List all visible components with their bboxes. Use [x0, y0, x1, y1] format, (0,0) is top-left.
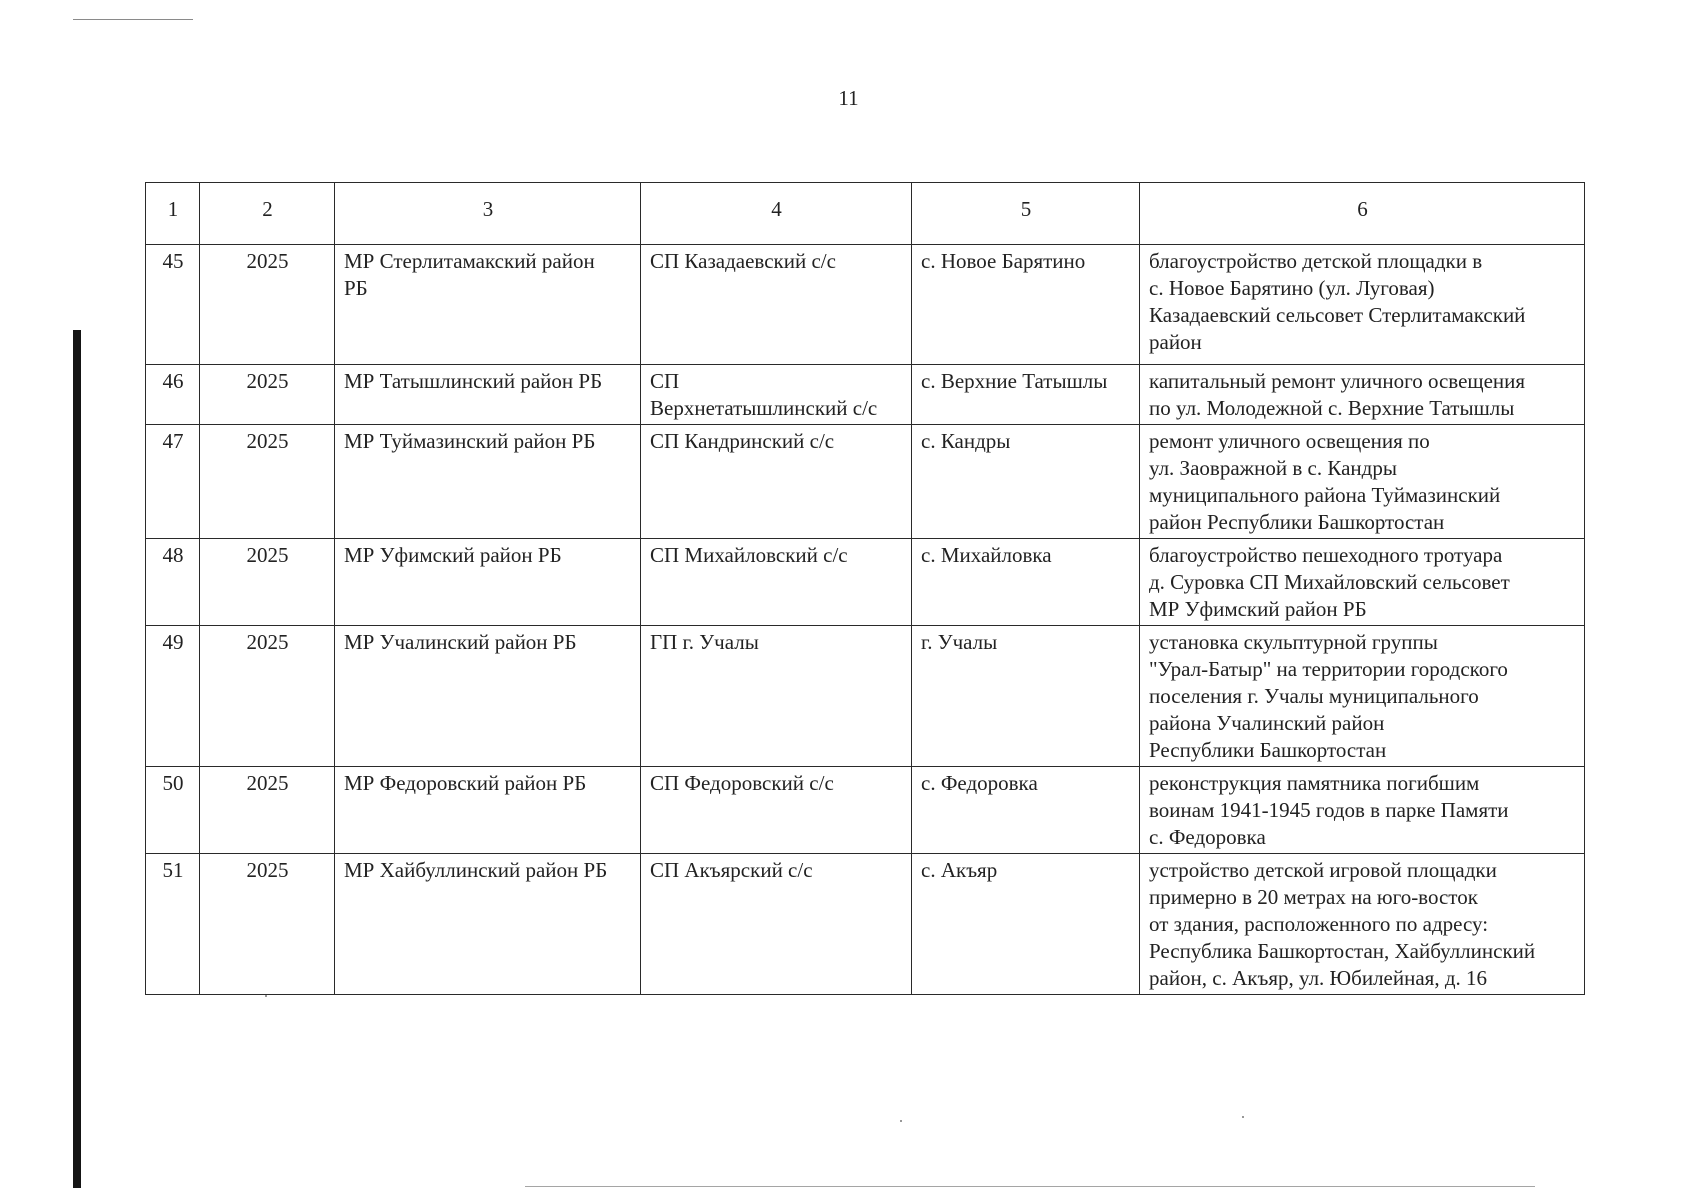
description-cell: [1140, 854, 1585, 995]
description-line: от здания, расположенного по адресу:: [1149, 912, 1489, 936]
row-number: 51: [146, 854, 200, 995]
description-line: воинам 1941-1945 годов в парке Памяти: [1149, 798, 1509, 822]
description-cell: [1140, 539, 1585, 626]
description-line: реконструкция памятника погибшим: [1149, 771, 1480, 795]
settlement-cell: [641, 539, 912, 626]
row-year: 2025: [200, 365, 335, 425]
settlement-cell: [641, 854, 912, 995]
description-line: ул. Заовражной в с. Кандры: [1149, 456, 1397, 480]
description-cell: [1140, 245, 1585, 365]
locality-cell: с. Новое Барятино: [912, 245, 1140, 365]
settlement-cell: [641, 767, 912, 854]
row-number: 45: [146, 245, 200, 365]
table-row: [146, 365, 1585, 425]
column-header: 1: [146, 183, 200, 245]
district-cell: [335, 425, 641, 539]
district-cell: [335, 854, 641, 995]
row-year: 2025: [200, 626, 335, 767]
scan-artifact-top-line: [73, 19, 193, 20]
district-cell: [335, 539, 641, 626]
row-number: 49: [146, 626, 200, 767]
district-line: РБ: [344, 276, 368, 300]
locality-cell: с. Кандры: [912, 425, 1140, 539]
settlement-line: СП Михайловский с/с: [650, 543, 848, 567]
locality-cell: г. Учалы: [912, 626, 1140, 767]
district-line: МР Уфимский район РБ: [344, 543, 562, 567]
description-cell: [1140, 767, 1585, 854]
row-year: 2025: [200, 854, 335, 995]
settlement-cell: [641, 365, 912, 425]
table-header-row: [146, 183, 1585, 245]
description-line: установка скульптурной группы: [1149, 630, 1438, 654]
settlement-cell: [641, 245, 912, 365]
district-cell: [335, 245, 641, 365]
district-cell: [335, 626, 641, 767]
description-line: поселения г. Учалы муниципального: [1149, 684, 1479, 708]
scan-speck: [900, 1120, 902, 1122]
description-line: благоустройство пешеходного тротуара: [1149, 543, 1503, 567]
description-line: ремонт уличного освещения по: [1149, 429, 1430, 453]
description-line: примерно в 20 метрах на юго-восток: [1149, 885, 1478, 909]
settlement-cell: [641, 626, 912, 767]
description-line: благоустройство детской площадки в: [1149, 249, 1483, 273]
district-line: МР Татышлинский район РБ: [344, 369, 603, 393]
row-year: 2025: [200, 425, 335, 539]
row-number: 47: [146, 425, 200, 539]
settlement-cell: [641, 425, 912, 539]
table-row: [146, 626, 1585, 767]
row-number: 46: [146, 365, 200, 425]
column-header: 3: [335, 183, 641, 245]
row-year: 2025: [200, 767, 335, 854]
table-row: [146, 539, 1585, 626]
table-row: [146, 245, 1585, 365]
description-cell: [1140, 626, 1585, 767]
description-line: район, с. Акъяр, ул. Юбилейная, д. 16: [1149, 966, 1488, 990]
column-header: 2: [200, 183, 335, 245]
settlement-line: СП: [650, 369, 680, 393]
description-cell: [1140, 425, 1585, 539]
description-cell: [1140, 365, 1585, 425]
settlement-line: ГП г. Учалы: [650, 630, 759, 654]
page-number: 11: [838, 86, 859, 110]
district-line: МР Туймазинский район РБ: [344, 429, 596, 453]
row-number: 50: [146, 767, 200, 854]
settlement-line: Верхнетатышлинский с/с: [650, 396, 878, 420]
settlement-line: СП Федоровский с/с: [650, 771, 834, 795]
description-line: устройство детской игровой площадки: [1149, 858, 1497, 882]
settlement-line: СП Казадаевский с/с: [650, 249, 836, 273]
description-line: по ул. Молодежной с. Верхние Татышлы: [1149, 396, 1515, 420]
column-header: 6: [1140, 183, 1585, 245]
row-year: 2025: [200, 245, 335, 365]
description-line: Республика Башкортостан, Хайбуллинский: [1149, 939, 1536, 963]
settlement-line: СП Кандринский с/с: [650, 429, 835, 453]
description-line: МР Уфимский район РБ: [1149, 597, 1367, 621]
locality-cell: с. Федоровка: [912, 767, 1140, 854]
district-cell: [335, 767, 641, 854]
locality-cell: с. Верхние Татышлы: [912, 365, 1140, 425]
description-line: район: [1149, 330, 1202, 354]
description-line: "Урал-Батыр" на территории городского: [1149, 657, 1508, 681]
settlement-line: СП Акъярский с/с: [650, 858, 813, 882]
district-cell: [335, 365, 641, 425]
row-number: 48: [146, 539, 200, 626]
row-year: 2025: [200, 539, 335, 626]
description-line: Республики Башкортостан: [1149, 738, 1387, 762]
description-line: д. Суровка СП Михайловский сельсовет: [1149, 570, 1510, 594]
projects-table: [145, 182, 1585, 995]
description-line: капитальный ремонт уличного освещения: [1149, 369, 1526, 393]
district-line: МР Стерлитамакский район: [344, 249, 595, 273]
locality-cell: с. Акъяр: [912, 854, 1140, 995]
district-line: МР Учалинский район РБ: [344, 630, 577, 654]
description-line: с. Новое Барятино (ул. Луговая): [1149, 276, 1435, 300]
district-line: МР Федоровский район РБ: [344, 771, 587, 795]
scan-speck: [265, 995, 267, 997]
table-row: [146, 767, 1585, 854]
table-row: [146, 425, 1585, 539]
description-line: с. Федоровка: [1149, 825, 1266, 849]
description-line: Казадаевский сельсовет Стерлитамакский: [1149, 303, 1526, 327]
column-header: 4: [641, 183, 912, 245]
scan-artifact-bottom-line: [525, 1186, 1535, 1187]
description-line: муниципального района Туймазинский: [1149, 483, 1501, 507]
column-header: 5: [912, 183, 1140, 245]
scan-artifact-left-bar: [73, 330, 81, 1188]
scan-speck: [1242, 1116, 1244, 1118]
district-line: МР Хайбуллинский район РБ: [344, 858, 608, 882]
description-line: района Учалинский район: [1149, 711, 1385, 735]
description-line: район Республики Башкортостан: [1149, 510, 1445, 534]
table-row: [146, 854, 1585, 995]
locality-cell: с. Михайловка: [912, 539, 1140, 626]
